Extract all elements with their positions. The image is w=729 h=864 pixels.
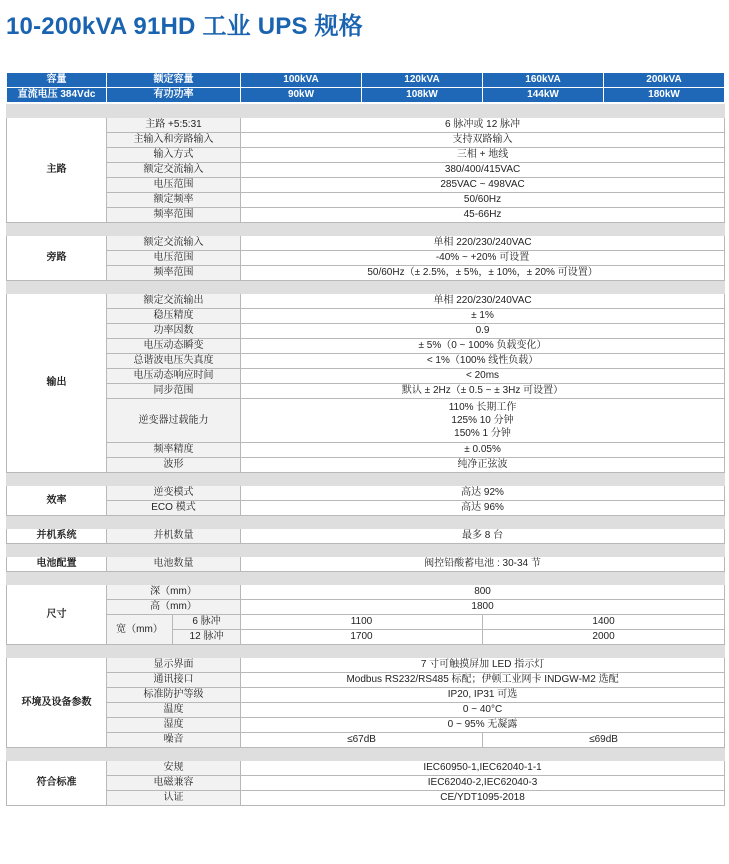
header-capacity-label: 容量 (7, 73, 107, 88)
noise-large: ≤69dB (483, 733, 725, 748)
overload-line: 110% 长期工作 (448, 402, 517, 413)
capacity-header-table (6, 72, 725, 103)
category-battery: 电池配置 (7, 557, 107, 572)
header-power-180: 180kW (604, 88, 725, 103)
section-gap (7, 544, 725, 557)
section-gap (7, 645, 725, 658)
section-gap (7, 572, 725, 585)
row-label: 频率范围 (107, 208, 241, 223)
row-label: 电磁兼容 (107, 776, 241, 791)
row-label: 输入方式 (107, 148, 241, 163)
category-efficiency: 效率 (7, 486, 107, 516)
row-label-height: 高（mm） (107, 600, 241, 615)
row-value: < 20ms (241, 369, 725, 384)
row-label: 额定交流输入 (107, 236, 241, 251)
row-label: 通讯接口 (107, 673, 241, 688)
row-value-depth: 800 (241, 585, 725, 600)
row-value: 单相 220/230/240VAC (241, 236, 725, 251)
page-title: 10-200kVA 91HD 工业 UPS 规格 (6, 13, 363, 40)
category-dimensions: 尺寸 (7, 585, 107, 645)
noise-small: ≤67dB (241, 733, 483, 748)
row-value: IP20, IP31 可选 (241, 688, 725, 703)
row-value: 单相 220/230/240VAC (241, 294, 725, 309)
header-rated-capacity-label: 额定容量 (107, 73, 241, 88)
row-label: 同步范围 (107, 384, 241, 399)
row-value: Modbus RS232/RS485 标配；伊顿工业网卡 INDGW-M2 选配 (241, 673, 725, 688)
row-sublabel-12-pulse: 12 脉冲 (173, 630, 241, 645)
overload-values (241, 399, 725, 443)
row-value: 380/400/415VAC (241, 163, 725, 178)
width-6-pulse-large: 1400 (483, 615, 725, 630)
row-value: 高达 96% (241, 501, 725, 516)
row-label: 认证 (107, 791, 241, 806)
row-value: 支持双路输入 (241, 133, 725, 148)
category-parallel: 并机系统 (7, 529, 107, 544)
header-capacity-120: 120kVA (362, 73, 483, 88)
header-power-144: 144kW (483, 88, 604, 103)
row-label: 稳压精度 (107, 309, 241, 324)
row-label: 并机数量 (107, 529, 241, 544)
row-label-overload: 逆变器过载能力 (107, 399, 241, 443)
row-value: ± 1% (241, 309, 725, 324)
row-value: 高达 92% (241, 486, 725, 501)
overload-line: 150% 1 分钟 (454, 428, 511, 439)
row-sublabel-6-pulse: 6 脉冲 (173, 615, 241, 630)
row-label: 电池数量 (107, 557, 241, 572)
row-label: 显示界面 (107, 658, 241, 673)
row-label: 电压动态瞬变 (107, 339, 241, 354)
row-label: 温度 (107, 703, 241, 718)
row-label: 频率精度 (107, 443, 241, 458)
row-value: IEC60950-1,IEC62040-1-1 (241, 761, 725, 776)
row-label: 标准防护等级 (107, 688, 241, 703)
row-value: 50/60Hz（± 2.5%，± 5%，± 10%，± 20% 可设置） (241, 266, 725, 281)
row-value: 45-66Hz (241, 208, 725, 223)
row-value: 6 脉冲或 12 脉冲 (241, 118, 725, 133)
row-value: ± 5%（0 ~ 100% 负载变化） (241, 339, 725, 354)
row-label: 电压范围 (107, 178, 241, 193)
section-gap (7, 748, 725, 761)
row-label: 额定频率 (107, 193, 241, 208)
row-label: 安规 (107, 761, 241, 776)
row-value: 0 ~ 40°C (241, 703, 725, 718)
header-dc-voltage-label: 直流电压 384Vdc (7, 88, 107, 103)
header-power-90: 90kW (241, 88, 362, 103)
header-capacity-200: 200kVA (604, 73, 725, 88)
row-value: 最多 8 台 (241, 529, 725, 544)
row-label: 额定交流输入 (107, 163, 241, 178)
row-label: 总谐波电压失真度 (107, 354, 241, 369)
row-value: -40% ~ +20% 可设置 (241, 251, 725, 266)
row-label: 额定交流输出 (107, 294, 241, 309)
row-value: 默认 ± 2Hz（± 0.5 ~ ± 3Hz 可设置） (241, 384, 725, 399)
row-label-depth: 深（mm） (107, 585, 241, 600)
row-value: 三相 + 地线 (241, 148, 725, 163)
width-6-pulse-small: 1100 (241, 615, 483, 630)
width-12-pulse-small: 1700 (241, 630, 483, 645)
width-12-pulse-large: 2000 (483, 630, 725, 645)
row-value: 0 ~ 95% 无凝露 (241, 718, 725, 733)
row-value: 285VAC ~ 498VAC (241, 178, 725, 193)
row-value: ± 0.05% (241, 443, 725, 458)
row-label: ECO 模式 (107, 501, 241, 516)
row-label: 主输入和旁路输入 (107, 133, 241, 148)
category-output: 输出 (7, 294, 107, 473)
row-value: 0.9 (241, 324, 725, 339)
category-main-circuit: 主路 (7, 118, 107, 223)
row-label: 波形 (107, 458, 241, 473)
row-label: 电压动态响应时间 (107, 369, 241, 384)
row-label-noise: 噪音 (107, 733, 241, 748)
section-gap (7, 516, 725, 529)
header-active-power-label: 有功功率 (107, 88, 241, 103)
overload-line: 125% 10 分钟 (451, 415, 514, 426)
row-value: 纯净正弦波 (241, 458, 725, 473)
section-gap (7, 105, 725, 118)
row-label: 逆变模式 (107, 486, 241, 501)
category-standards: 符合标准 (7, 761, 107, 806)
row-value: IEC62040-2,IEC62040-3 (241, 776, 725, 791)
row-label: 主路 +5:5:31 (107, 118, 241, 133)
spec-table (6, 104, 725, 806)
section-gap (7, 281, 725, 294)
row-label: 频率范围 (107, 266, 241, 281)
row-value: 50/60Hz (241, 193, 725, 208)
row-value-height: 1800 (241, 600, 725, 615)
section-gap (7, 473, 725, 486)
category-bypass: 旁路 (7, 236, 107, 281)
row-label: 湿度 (107, 718, 241, 733)
header-capacity-160: 160kVA (483, 73, 604, 88)
row-label: 功率因数 (107, 324, 241, 339)
row-value: CE/YDT1095-2018 (241, 791, 725, 806)
section-gap (7, 223, 725, 236)
header-power-108: 108kW (362, 88, 483, 103)
row-value: 阀控铅酸蓄电池 : 30-34 节 (241, 557, 725, 572)
row-value: 7 寸可触摸屏加 LED 指示灯 (241, 658, 725, 673)
row-label-width: 宽（mm） (107, 615, 173, 645)
row-value: < 1%（100% 线性负载） (241, 354, 725, 369)
header-capacity-100: 100kVA (241, 73, 362, 88)
row-label: 电压范围 (107, 251, 241, 266)
category-environment: 环境及设备参数 (7, 658, 107, 748)
